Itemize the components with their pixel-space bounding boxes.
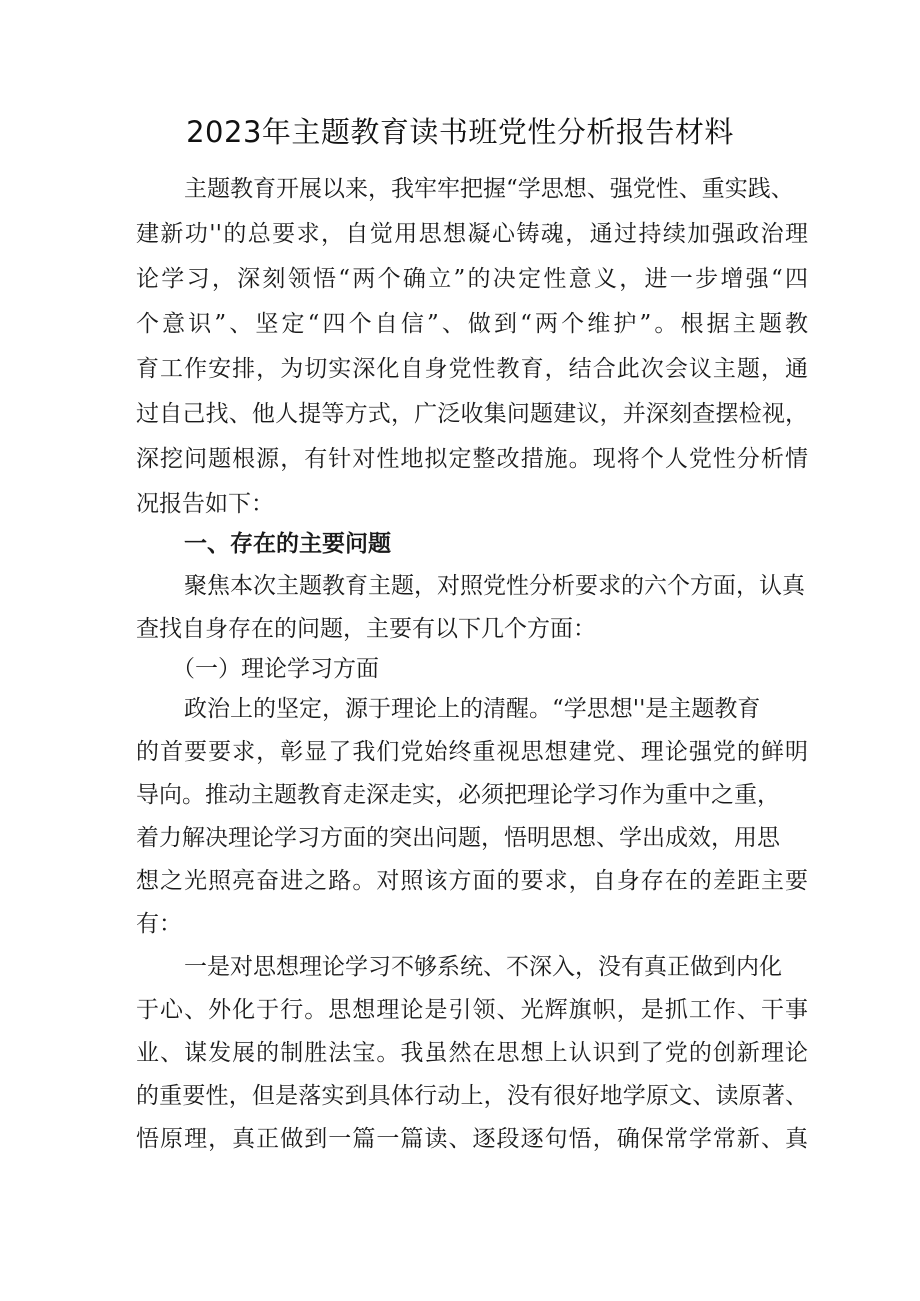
paragraph-line: 个意识”、坚定“四个自信”、做到“两个维护”。根据主题教 [136, 311, 808, 337]
document-title: 2023年主题教育读书班党性分析报告材料 [186, 115, 734, 149]
subsection-heading: （一）理论学习方面 [172, 656, 379, 682]
paragraph-line: 业、谋发展的制胜法宝。我虽然在思想上认识到了党的创新理论 [136, 1040, 808, 1066]
paragraph-line: 况报告如下： [136, 491, 274, 517]
section-heading: 一、存在的主要问题 [184, 531, 391, 557]
paragraph-line: 育工作安排，为切实深化自身党性教育，结合此次会议主题，通 [136, 356, 808, 382]
paragraph-line: 的重要性，但是落实到具体行动上，没有很好地学原文、读原著、 [136, 1083, 808, 1109]
paragraph-line: 聚焦本次主题教育主题，对照党性分析要求的六个方面，认真 [184, 573, 805, 599]
paragraph-line: 有： [136, 911, 182, 937]
paragraph-line: 的首要要求，彰显了我们党始终重视思想建党、理论强党的鲜明 [136, 739, 808, 765]
paragraph-line: 于心、外化于行。思想理论是引领、光辉旗帜，是抓工作、干事 [136, 997, 808, 1023]
paragraph-line: 论学习，深刻领悟“两个确立”的决定性意义，进一步增强“四 [136, 266, 808, 292]
paragraph-line: 导向。推动主题教育走深走实，必须把理论学习作为重中之重， [136, 782, 780, 808]
paragraph-line: 想之光照亮奋进之路。对照该方面的要求，自身存在的差距主要 [136, 868, 808, 894]
paragraph-line: 一是对思想理论学习不够系统、不深入，没有真正做到内化 [184, 954, 782, 980]
paragraph-line: 过自己找、他人提等方式，广泛收集问题建议，并深刻查摆检视， [136, 401, 808, 427]
paragraph-line: 政治上的坚定，源于理论上的清醒。“学思想''是主题教育 [184, 696, 761, 722]
paragraph-line: 主题教育开展以来，我牢牢把握“学思想、强党性、重实践、 [184, 176, 794, 202]
paragraph-line: 悟原理，真正做到一篇一篇读、逐段逐句悟，确保常学常新、真 [136, 1126, 808, 1152]
paragraph-line: 建新功''的总要求，自觉用思想凝心铸魂，通过持续加强政治理 [136, 221, 808, 247]
paragraph-line: 着力解决理论学习方面的突出问题，悟明思想、学出成效，用思 [136, 825, 780, 851]
paragraph-line: 查找自身存在的问题，主要有以下几个方面： [136, 616, 596, 642]
paragraph-line: 深挖问题根源，有针对性地拟定整改措施。现将个人党性分析情 [136, 446, 808, 472]
